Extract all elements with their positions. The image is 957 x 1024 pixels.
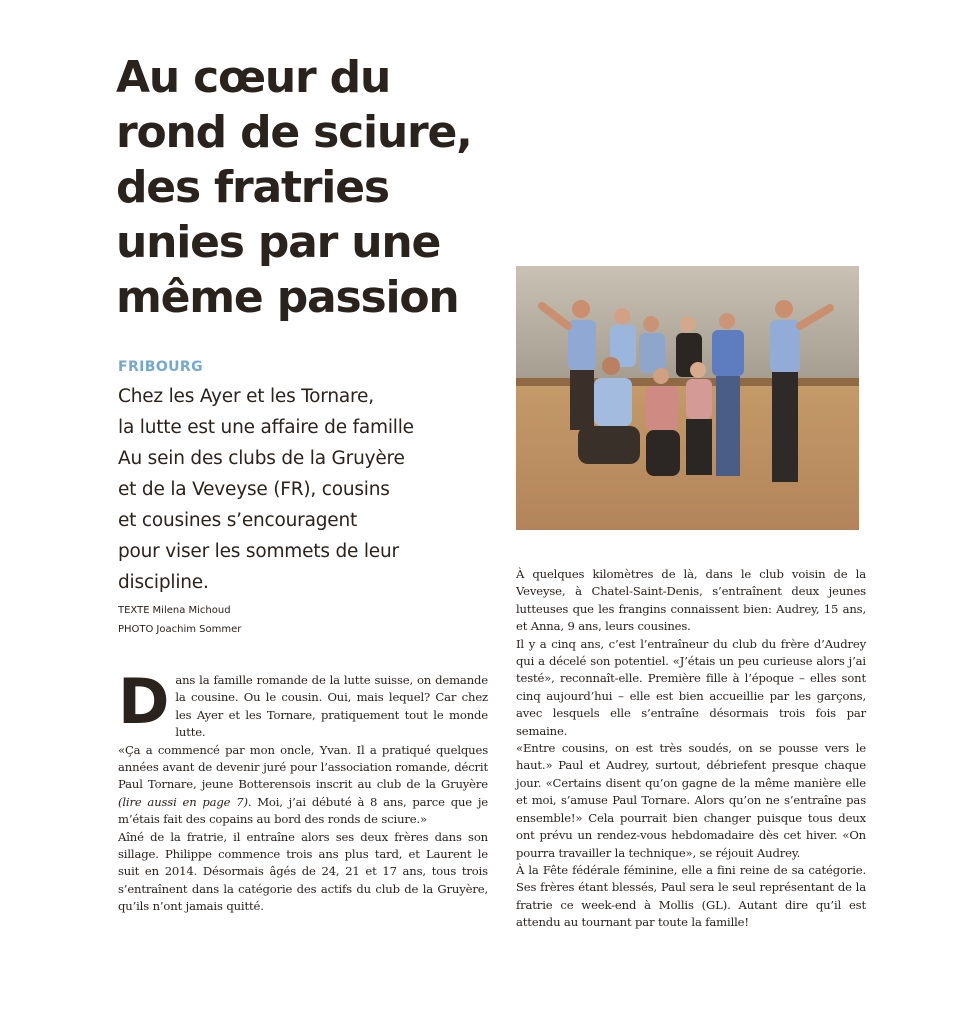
dropcap: D: [118, 665, 170, 738]
body-column-left: [118, 665, 488, 916]
body-text: . Moi, j’ai débuté à 8 ans, parce que je m’étais fait des copains au bord des ronds de sciure.»: [118, 794, 488, 827]
body-paragraph: [118, 665, 488, 742]
lead-line: discipline.: [118, 572, 209, 593]
body-paragraph: Il y a cinq ans, c’est l’entraîneur du club du frère d’Audrey qui a décelé son potentiel. «J’étais un peu curieuse alors j’ai testé», reconnaît-elle. Première fille à l’époque – elles sont cinq aujourd’hui – elle est bien accueillie par les garçons, avec lesquels elle s’entraîne désormais trois fois par semaine.: [516, 636, 866, 738]
kicker-region: FRIBOURG: [118, 359, 203, 375]
body-paragraph: Aîné de la fratrie, il entraîne alors ses deux frères dans son sillage. Philippe commence trois ans plus tard, et Laurent le suit en 2014. Désormais âgés de 24, 21 et 17 ans, tous trois s’entraînent dans la catégorie des actifs du club de la Gruyère, qu’ils n’ont jamais quitté.: [118, 829, 488, 914]
page-reference: (lire aussi en page 7): [118, 794, 248, 809]
body-text: ans la famille romande de la lutte suisse, on demande la cousine. Ou le cousin. Oui, mais lequel? Car chez les Ayer et les Tornare, pratiquement tout le monde lutte.: [175, 673, 488, 740]
family-photo: [516, 266, 859, 530]
lead-line: et de la Veveyse (FR), cousins: [118, 479, 390, 500]
headline-line: même passion: [116, 272, 459, 323]
text-credit: [118, 601, 241, 620]
headline-line: des fratries: [116, 162, 389, 213]
text-credit-label: TEXTE: [118, 605, 150, 616]
photo-credit-author: Joachim Sommer: [156, 624, 242, 635]
headline-line: Au cœur du: [116, 52, 391, 103]
lead-line: Au sein des clubs de la Gruyère: [118, 448, 405, 469]
body-paragraph: À quelques kilomètres de là, dans le club voisin de la Veveyse, à Chatel-Saint-Denis, s’entraînent deux jeunes lutteuses que les frangins connaissent bien: Audrey, 15 ans, et Anna, 9 ans, leurs cousines.: [516, 567, 866, 634]
lead-line: pour viser les sommets de leur: [118, 541, 399, 562]
body-paragraph: «Entre cousins, on est très soudés, on se pousse vers le haut.» Paul et Audrey, surtout, débriefent presque chaque jour. «Certains disent qu’on gagne de la même manière elle et moi, s’amuse Paul Tornare. Alors qu’on ne s’entraîne pas ensemble!» Cela pourrait bien changer puisque tous deux ont prévu un rendez-vous hebdomadaire dès cet hiver. «On pourra travailler la technique», se réjouit Audrey.: [516, 741, 866, 860]
credits: [118, 601, 241, 639]
body-paragraph: À la Fête fédérale féminine, elle a fini reine de sa catégorie. Ses frères étant blessés, Paul sera le seul représentant de la fratrie ce week-end à Mollis (GL). Autant dire qu’il est attendu au tournant par toute la famille!: [516, 862, 866, 930]
lead-line: la lutte est une affaire de famille: [118, 417, 414, 438]
body-text: «Ça a commencé par mon oncle, Yvan. Il a pratiqué quelques années avant de devenir juré pour l’association romande, décrit Paul Tornare, jeune Botterensois inscrit au club de la Gruyère: [118, 742, 488, 792]
photo-credit: [118, 620, 241, 639]
lead-line: et cousines s’encouragent: [118, 510, 358, 531]
photo-credit-label: PHOTO: [118, 624, 154, 635]
headline-line: rond de sciure,: [116, 107, 472, 158]
body-paragraph: [118, 742, 488, 829]
text-credit-author: Milena Michoud: [152, 605, 231, 616]
lead-paragraph: [118, 381, 498, 598]
body-column-right: [516, 566, 866, 932]
headline: [116, 50, 516, 325]
lead-line: Chez les Ayer et les Tornare,: [118, 386, 374, 407]
headline-line: unies par une: [116, 217, 441, 268]
